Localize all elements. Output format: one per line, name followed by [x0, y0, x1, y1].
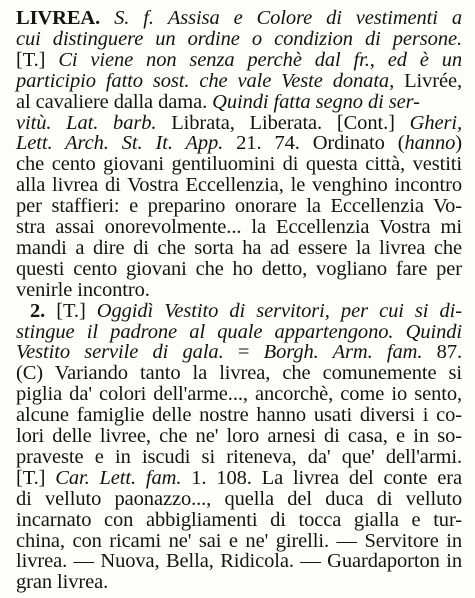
italic-text: Quindi fatta segno di ser-	[212, 90, 420, 113]
italic-text: Vestito servile di gala.	[16, 341, 224, 364]
text-segment: alcune famiglie delle nostre hanno usati diversi i co-	[16, 404, 462, 427]
text-segment: Librata, Liberata. [Cont.]	[156, 111, 410, 134]
italic-text: Car. Lett. fam.	[55, 466, 182, 489]
text-segment: piglia da' colori dell'arme..., ancorchè, come io sento,	[16, 383, 462, 406]
text-segment: di velluto paonazzo..., quella del duca di velluto	[16, 487, 462, 510]
headword: 2.	[30, 299, 57, 322]
italic-text: stingue il padrone al quale appartengono. Quindi	[16, 320, 462, 343]
text-segment: che cento giovani gentiluomini di questa città, vestiti	[16, 153, 462, 176]
italic-text: S. f.	[114, 7, 154, 29]
text-segment: stra assai onorevolmente... la Eccellenzia Vostra mi	[16, 216, 462, 238]
text-segment: china, con ricami ne' sai e ne' girelli. — Servitore in	[16, 529, 462, 552]
text-segment: per staffieri: e preparino onorare la Eccellenzia Vo-	[16, 195, 462, 218]
text-segment: al cavaliere dalla dama.	[16, 90, 213, 113]
text-segment: praveste e in iscudi si riteneva, da' que' dell'armi.	[16, 445, 462, 468]
italic-text: cui distinguere un ordine o condizion di persone.	[16, 27, 462, 50]
text-segment: [T.]	[16, 466, 56, 489]
text-segment: gran livrea.	[16, 571, 109, 594]
italic-text: Ci viene non senza perchè dal fr., ed è un	[58, 48, 463, 71]
italic-text: Lett. Arch. St. It. App.	[16, 132, 224, 155]
italic-text: vitù. Lat. barb.	[16, 111, 157, 134]
text-segment: =	[223, 341, 264, 364]
text-segment	[100, 7, 114, 29]
text-segment: (C) Variando tanto la livrea, che comunemente si	[16, 362, 462, 385]
text-segment: 1. 108. La livrea del conte era	[181, 466, 462, 489]
text-line	[16, 570, 462, 595]
text-segment	[154, 7, 168, 29]
italic-text: participio fatto sost. che vale Veste donata,	[16, 69, 395, 92]
text-segment: venirle incontro.	[16, 278, 150, 301]
italic-text: Oggidì Vestito di servitori, per cui si di-	[96, 299, 462, 322]
text-segment: lori delle livree, che ne' loro arnesi di casa, e in so-	[16, 425, 462, 447]
text-segment: mandi a dire di che sorta ha ad essere la livrea che	[16, 236, 462, 259]
italic-text: hanno	[404, 132, 456, 155]
text-segment: )	[455, 132, 462, 155]
text-segment: 87.	[422, 341, 462, 364]
text-segment: Livrée,	[394, 69, 462, 92]
italic-text: Assisa e Colore di vestimenti a	[167, 7, 462, 29]
text-segment: alla livrea di Vostra Eccellenzia, le venghino incontro	[16, 174, 462, 197]
text-segment: 21. 74. Ordinato (	[223, 132, 405, 155]
italic-text: Gheri,	[409, 111, 462, 134]
text-segment: questi cento giovani che ho detto, vogliano fare per	[16, 257, 462, 280]
text-segment: incarnato con abbigliamenti di tocca gialla e tur-	[16, 508, 462, 531]
text-segment: [T.]	[16, 48, 59, 71]
text-segment: livrea. — Nuova, Bella, Ridicola. — Guardaporton in	[16, 550, 462, 573]
text-segment: [T.]	[56, 299, 97, 322]
headword: LIVREA.	[16, 7, 101, 29]
italic-text: Borgh. Arm. fam.	[263, 341, 423, 364]
